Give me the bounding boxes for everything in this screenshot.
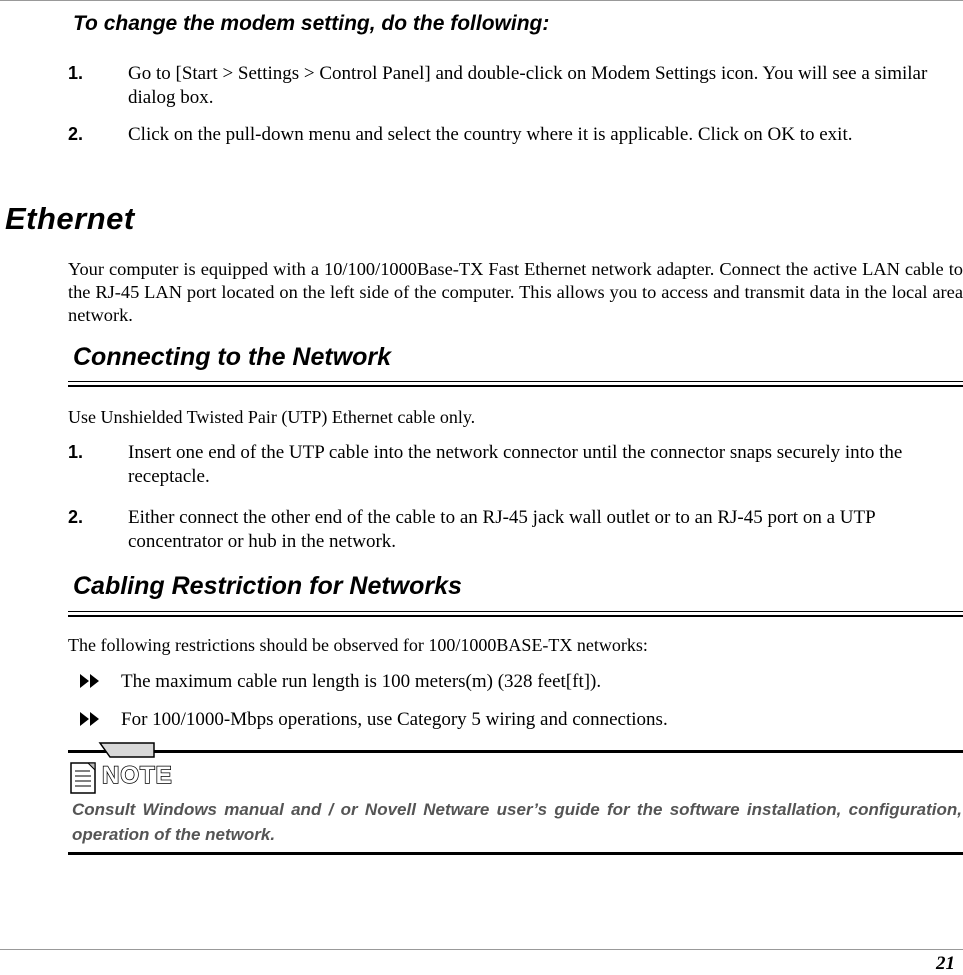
ethernet-title: Ethernet: [5, 201, 135, 236]
connecting-heading: Connecting to the Network: [73, 343, 392, 371]
footer-rule: [0, 949, 963, 950]
connecting-step-1-text: Insert one end of the UTP cable into the network connector until the connector snaps securely into the receptacle.: [128, 442, 903, 487]
modem-step-2-number: 2.: [68, 124, 84, 144]
modem-heading: To change the modem setting, do the following:: [73, 12, 550, 35]
connecting-intro: Use Unshielded Twisted Pair (UTP) Ethernet cable only.: [68, 407, 476, 427]
double-arrow-bullet-icon: [80, 673, 102, 689]
cabling-heading: Cabling Restriction for Networks: [73, 572, 462, 600]
modem-step-1-text: Go to [Start > Settings > Control Panel] and double-click on Modem Settings icon. You will see a similar dialog box.: [128, 63, 928, 108]
modem-step-2-text: Click on the pull-down menu and select the country where it is applicable. Click on OK to exit.: [128, 124, 853, 145]
note-top-rule: [68, 750, 963, 753]
modem-step-1-number: 1.: [68, 63, 84, 83]
note-bottom-rule: [68, 852, 963, 855]
double-arrow-bullet-icon: [80, 711, 102, 727]
connecting-step-1-number: 1.: [68, 442, 84, 462]
cabling-bullet-2: For 100/1000-Mbps operations, use Category 5 wiring and connections.: [121, 709, 668, 730]
connecting-step-2-text: Either connect the other end of the cable to an RJ-45 jack wall outlet or to an RJ-45 port on a UTP concentrator or hub in the network.: [128, 507, 875, 552]
ethernet-body: Your computer is equipped with a 10/100/1000Base-TX Fast Ethernet network adapter. Connect the active LAN cable to the RJ-45 LAN port located on the left side of the computer. This allows you to access and transmit data in the local area network.: [68, 259, 963, 325]
connecting-heading-rule: [68, 381, 963, 387]
note-text: Consult Windows manual and / or Novell Netware user’s guide for the software installation, configuration, operation of the network.: [72, 800, 962, 844]
page-number: 21: [936, 953, 955, 974]
note-icon: [70, 741, 186, 797]
connecting-step-2-number: 2.: [68, 507, 84, 527]
cabling-heading-rule: [68, 611, 963, 617]
cabling-bullet-1: The maximum cable run length is 100 meters(m) (328 feet[ft]).: [121, 671, 602, 692]
note-label: NOTE: [102, 762, 173, 789]
top-rule: [0, 0, 963, 1]
cabling-intro: The following restrictions should be observed for 100/1000BASE-TX networks:: [68, 635, 648, 655]
